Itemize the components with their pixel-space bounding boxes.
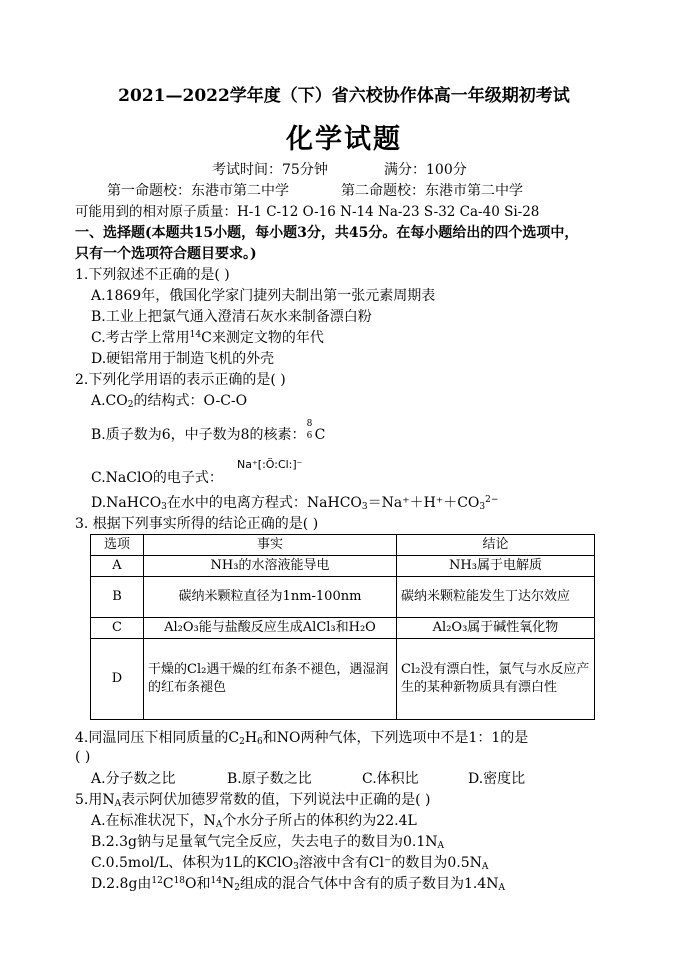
q3-stem: 3. 根据下列事实所得的结论正确的是( ): [75, 516, 319, 532]
q2-option-d: D.NaHCO$_3$在水中的电离方程式：$NaHCO_3=Na^++H^++CO_3^{2-}$: [91, 495, 499, 512]
atomic-masses: 可能用到的相对原子质量：H-1 C-12 O-16 N-14 Na-23 S-32 Ca-40 Si-28: [75, 204, 540, 220]
row-b-option: B: [91, 577, 144, 618]
q4-option-d: D.密度比: [468, 771, 526, 787]
row-a-fact: NH₃的水溶液能导电: [144, 556, 397, 577]
q5-option-c: C.0.5mol/L、体积为1L的KClO$_3$溶液中含有Cl⁻的数目为$0.5N_A$: [91, 855, 489, 872]
table-header-row: [91, 535, 595, 556]
row-c-option: C: [91, 618, 144, 639]
row-c-fact: Al₂O₃能与盐酸反应生成AlCl₃和H₂O: [144, 618, 397, 639]
q4-answer-paren: ( ): [75, 749, 91, 765]
row-a-conclusion: NH₃属于电解质: [397, 556, 595, 577]
row-b-fact: 碳纳米颗粒直径为1nm-100nm: [144, 577, 397, 618]
table-row: [91, 639, 595, 720]
q4-stem: 4.同温同压下相同质量的$C_2H_6$和NO两种气体，下列选项中不是1：1的是: [75, 730, 529, 747]
table-row: [91, 618, 595, 639]
q2-option-b: B.质子数为6，中子数为8的核素： 8 6 C: [91, 419, 326, 443]
header-conclusion: 结论: [397, 535, 595, 556]
q1-option-b: B.工业上把氯气通入澄清石灰水来制备漂白粉: [91, 309, 372, 325]
q1-option-a: A.1869年，俄国化学家门捷列夫制出第一张元素周期表: [91, 288, 436, 304]
question-school-2: 第二命题校：东港市第二中学: [341, 183, 523, 199]
exam-title: 2021—2022学年度（下）省六校协作体高一年级期初考试: [118, 86, 570, 106]
question-school-1: 第一命题校：东港市第二中学: [107, 183, 289, 199]
q4-option-b: B.原子数之比: [227, 771, 312, 787]
exam-time: 考试时间：75分钟: [212, 162, 328, 178]
q5-option-d: D.2.8g由$^{12}C^{18}O$和$^{14}N_2$组成的混合气体中含有的质子数目为$1.4N_A$: [91, 876, 505, 893]
q5-stem: 5.用$N_A$表示阿伏加德罗常数的值，下列说法中正确的是( ): [75, 792, 431, 809]
naclo-electron-formula: Na⁺[:Ö:Cl:]⁻: [237, 458, 303, 471]
table-row: [91, 556, 595, 577]
q4-option-c: C.体积比: [362, 771, 419, 787]
q4-option-a: A.分子数之比: [91, 771, 176, 787]
q2-option-c: C.NaClO的电子式：: [91, 470, 223, 486]
q1-stem: 1.下列叙述不正确的是( ): [75, 267, 230, 283]
q5-option-b: B.2.3g钠与足量氧气完全反应，失去电子的数目为$0.1N_A$: [91, 834, 444, 851]
row-d-option: D: [91, 639, 144, 720]
subject-title: 化学试题: [286, 124, 402, 155]
row-a-option: A: [91, 556, 144, 577]
section-heading-line1: 一、选择题(本题共15小题，每小题3分，共45分。在每小题给出的四个选项中，: [75, 225, 579, 241]
row-d-fact: 干燥的Cl₂遇干燥的红布条不褪色，遇湿润的红布条褪色: [144, 639, 397, 720]
q3-table: [90, 534, 595, 720]
full-score: 满分：100分: [384, 162, 467, 178]
q1-option-d: D.硬铝常用于制造飞机的外壳: [91, 351, 275, 367]
section-heading-line2: 只有一个选项符合题目要求。): [75, 246, 257, 262]
q2-option-a: $A.CO_2$的结构式：O-C-O: [91, 393, 248, 410]
row-c-conclusion: Al₂O₃属于碱性氧化物: [397, 618, 595, 639]
q2-stem: 2.下列化学用语的表示正确的是( ): [75, 372, 286, 388]
q5-option-a: A.在标准状况下，$N_A$个水分子所占的体积约为22.4L: [91, 813, 417, 830]
q1-option-c: C.考古学上常用$^{14}$C来测定文物的年代: [91, 330, 324, 346]
header-option: 选项: [91, 535, 144, 556]
row-d-conclusion: Cl₂没有漂白性，氯气与水反应产生的某种新物质具有漂白性: [397, 639, 595, 720]
header-fact: 事实: [144, 535, 397, 556]
table-row: [91, 577, 595, 618]
row-b-conclusion: 碳纳米颗粒能发生丁达尔效应: [397, 577, 595, 618]
